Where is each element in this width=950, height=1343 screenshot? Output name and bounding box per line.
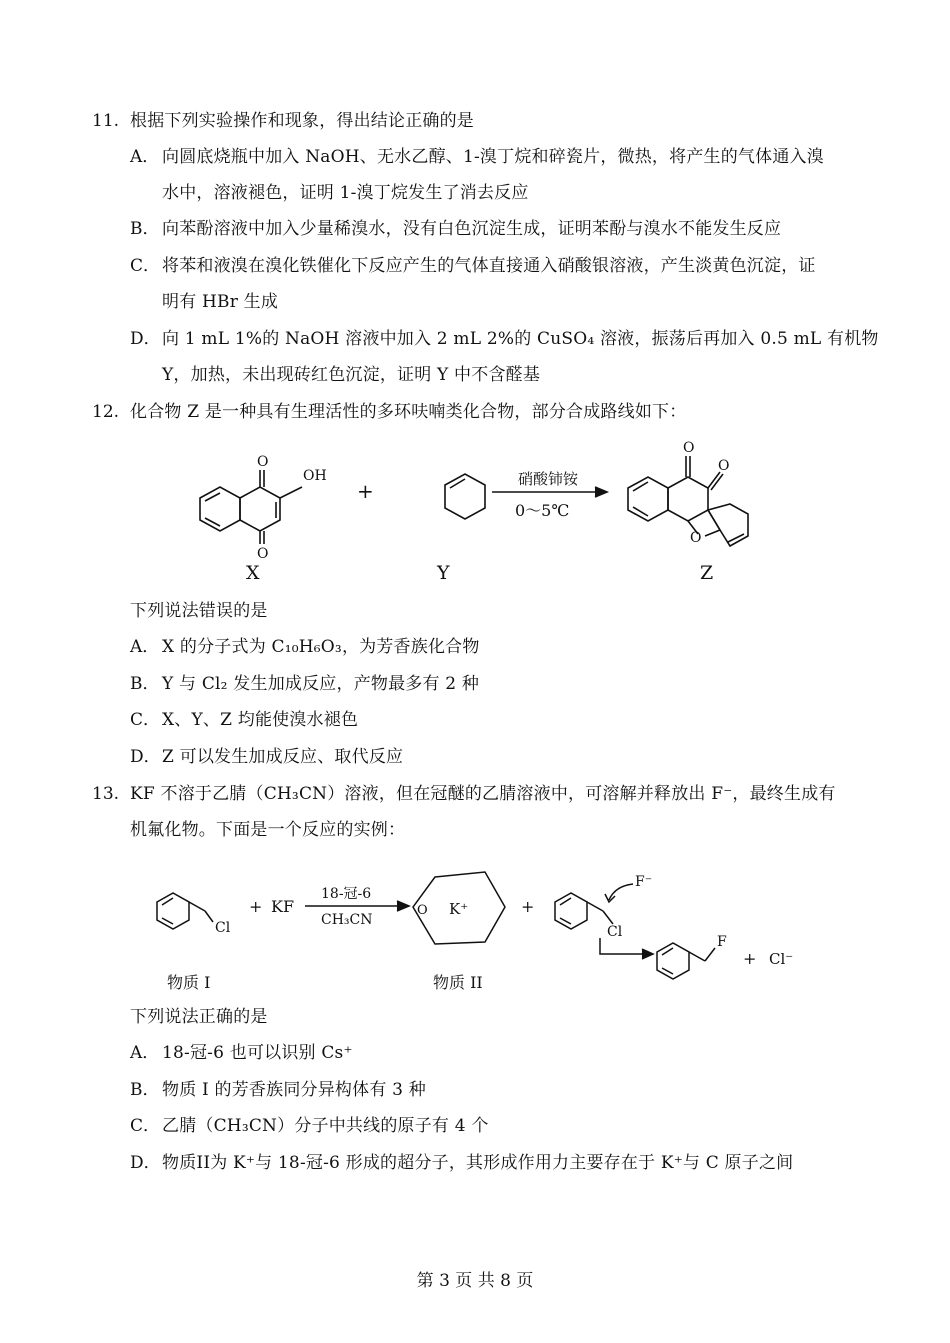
option-text: 水中，溶液褪色，证明 1-溴丁烷发生了消去反应 [162, 183, 529, 203]
option-text: Z 可以发生加成反应、取代反应 [162, 747, 404, 767]
compound-label: X [246, 562, 260, 584]
question-stem: 根据下列实验操作和现象，得出结论正确的是 [130, 111, 474, 131]
option-label: B． [130, 219, 160, 239]
option-label: C． [130, 1116, 161, 1136]
fluoride-ion-label: F⁻ [635, 874, 653, 890]
option-text: X 的分子式为 C₁₀H₆O₃，为芳香族化合物 [162, 637, 480, 657]
question-stem: 化合物 Z 是一种具有生理活性的多环呋喃类化合物，部分合成路线如下： [130, 402, 687, 422]
chlorine-label: Cl [607, 924, 623, 940]
question-stem: KF 不溶于乙腈（CH₃CN）溶液，但在冠醚的乙腈溶液中，可溶解并释放出 F⁻，最终生成有 [130, 784, 836, 804]
option-text: 向 1 mL 1%的 NaOH 溶液中加入 2 mL 2%的 CuSO₄ 溶液，振荡后再加入 0.5 mL 有机物 [162, 329, 879, 349]
compound-label: Y [437, 562, 450, 584]
oxygen-label: O [257, 454, 269, 470]
plus-sign: + [249, 897, 263, 916]
option-label: B． [130, 1080, 160, 1100]
question-number: 11. [92, 111, 120, 131]
question-prompt: 下列说法正确的是 [130, 1007, 268, 1027]
oxygen-label: O [690, 530, 702, 546]
option-label: C． [130, 710, 161, 730]
option-text: 向苯酚溶液中加入少量稀溴水，没有白色沉淀生成，证明苯酚与溴水不能发生反应 [162, 219, 782, 239]
reaction-scheme [145, 862, 825, 997]
option-label: A． [130, 147, 160, 167]
plus-sign: + [357, 479, 374, 503]
option-label: A． [130, 1043, 160, 1063]
option-text: 将苯和液溴在溴化铁催化下反应产生的气体直接通入硝酸银溶液，产生淡黄色沉淀，证 [162, 256, 816, 276]
compound-label: Z [700, 562, 714, 584]
synthesis-scheme [180, 432, 760, 592]
option-label: D． [130, 329, 161, 349]
option-label: B． [130, 674, 160, 694]
oxygen-label: O [718, 458, 730, 474]
question-number: 13. [92, 784, 120, 804]
solvent-label: CH₃CN [321, 912, 373, 928]
plus-sign: + [743, 949, 757, 968]
fluorine-label: F [717, 934, 727, 950]
compound-z-structure [628, 456, 748, 546]
hydroxyl-label: OH [303, 468, 327, 484]
option-text: 物质II为 K⁺与 18-冠-6 形成的超分子，其形成作用力主要存在于 K⁺与 C 原子之间 [162, 1153, 794, 1173]
potassium-ion-label: K⁺ [449, 900, 469, 918]
kf-label: KF [271, 897, 295, 916]
plus-sign: + [521, 897, 535, 916]
ring-oxygen-label: O [417, 903, 428, 918]
option-text: X、Y、Z 均能使溴水褪色 [162, 710, 359, 730]
option-text: 向圆底烧瓶中加入 NaOH、无水乙醇、1-溴丁烷和碎瓷片，微热，将产生的气体通入溴 [162, 147, 824, 167]
option-text: 乙腈（CH₃CN）分子中共线的原子有 4 个 [162, 1116, 489, 1136]
page-footer: 第 3 页 共 8 页 [416, 1271, 534, 1291]
question-number: 12. [92, 402, 120, 422]
oxygen-label: O [257, 546, 269, 562]
condition-label: 0～5℃ [515, 501, 570, 520]
reagent-label: 18-冠-6 [321, 886, 372, 902]
reagent-label: 硝酸铈铵 [518, 470, 579, 488]
option-text: Y，加热，未出现砖红色沉淀，证明 Y 中不含醛基 [162, 365, 541, 385]
option-text: 物质 I 的芳香族同分异构体有 3 种 [162, 1080, 426, 1100]
chloride-ion-label: Cl⁻ [769, 950, 794, 968]
option-label: D． [130, 747, 161, 767]
compound-x-structure [200, 470, 302, 544]
option-label: D． [130, 1153, 161, 1173]
option-text: 明有 HBr 生成 [162, 292, 279, 312]
option-text: 18-冠-6 也可以识别 Cs⁺ [162, 1043, 353, 1063]
chlorine-label: Cl [215, 920, 231, 936]
question-stem: 机氟化物。下面是一个反应的实例： [130, 820, 406, 840]
substance-label: 物质 II [433, 973, 483, 992]
option-text: Y 与 Cl₂ 发生加成反应，产物最多有 2 种 [162, 674, 480, 694]
substance-label: 物质 I [167, 973, 211, 992]
compound-y-structure [445, 474, 485, 519]
option-label: C． [130, 256, 161, 276]
option-label: A． [130, 637, 160, 657]
question-prompt: 下列说法错误的是 [130, 601, 268, 621]
oxygen-label: O [683, 440, 695, 456]
